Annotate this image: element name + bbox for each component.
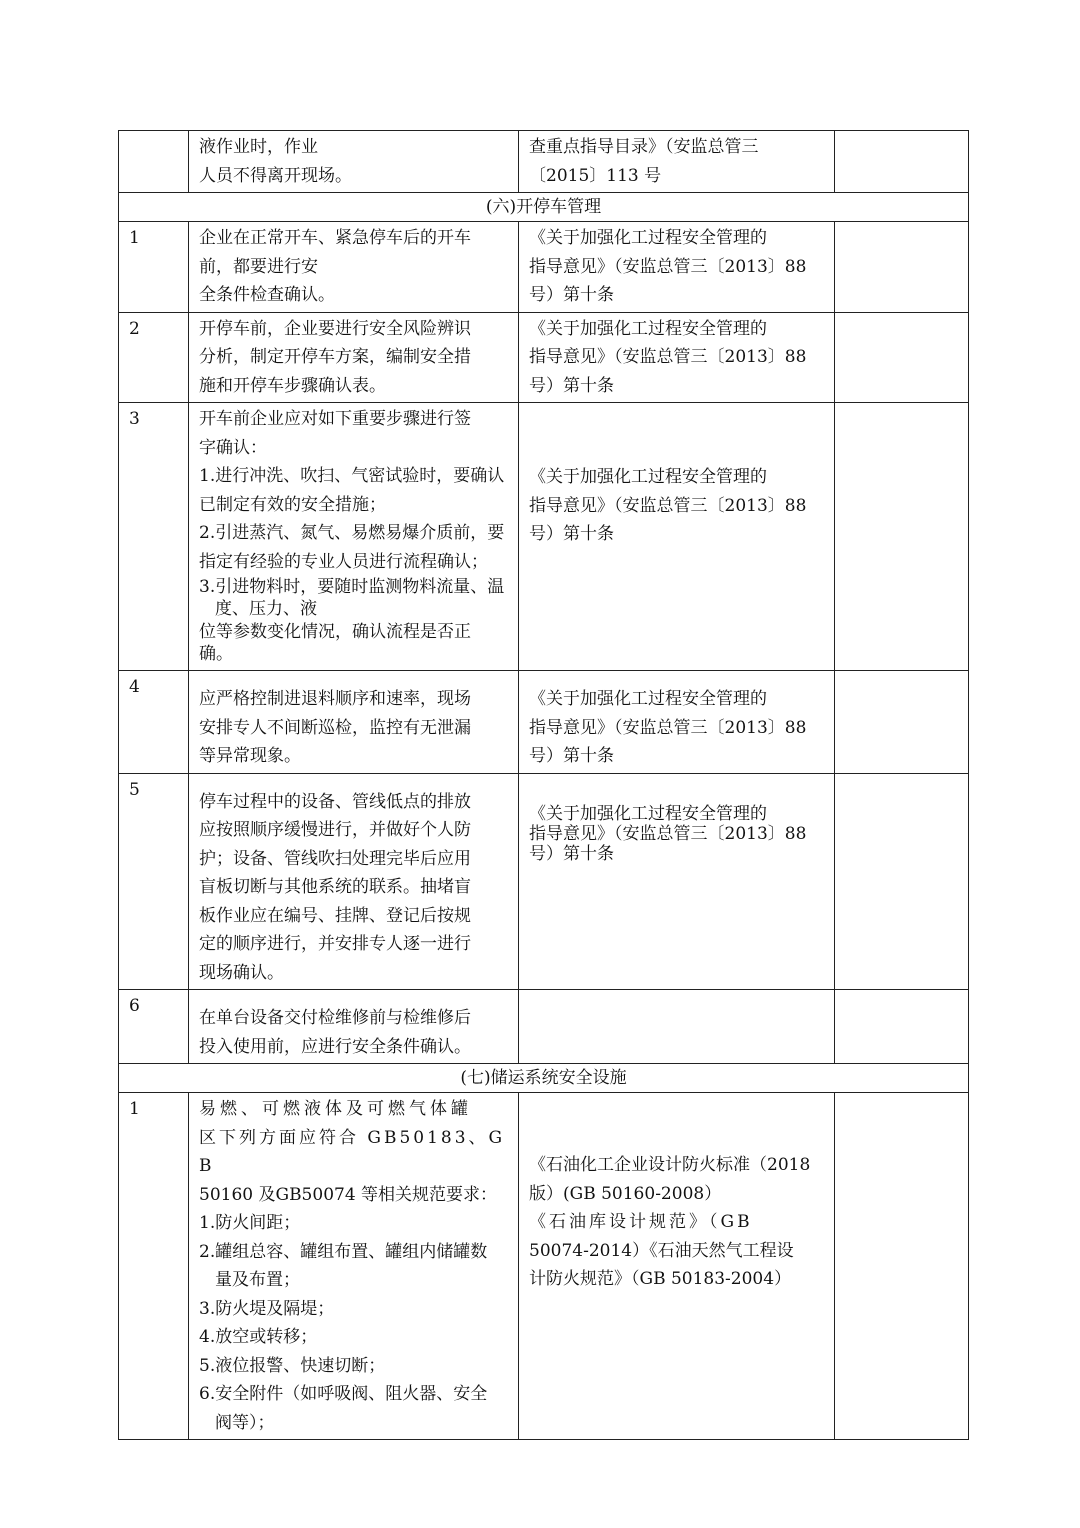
basis-line: 指导意见》（安监总管三〔2013〕88 <box>529 256 807 277</box>
content-line: 施和开停车步骤确认表。 <box>199 375 386 396</box>
table-row <box>119 1093 969 1440</box>
basis-cell <box>519 773 835 990</box>
content-line: 开车前企业应对如下重要步骤进行签 <box>199 409 471 429</box>
requirement-cell <box>189 131 519 193</box>
section-title: (六)开停车管理 <box>119 193 969 222</box>
basis-line: 指导意见》（安监总管三〔2013〕88 <box>529 495 807 516</box>
table-row <box>119 773 969 990</box>
table-row <box>119 131 969 193</box>
content-line: 护；设备、管线吹扫处理完毕后应用 <box>199 848 471 869</box>
item-number: 3 <box>119 403 189 671</box>
basis-cell <box>519 671 835 774</box>
content-line: 3.引进物料时，要随时监测物料流量、温 <box>199 577 505 597</box>
content-line: 企业在正常开车、紧急停车后的开车 <box>199 228 471 248</box>
remarks-cell <box>835 671 969 774</box>
basis-line: 号）第十条 <box>529 285 614 305</box>
remarks-cell <box>835 1093 969 1440</box>
basis-line: 号）第十条 <box>529 375 614 396</box>
content-line: 字确认： <box>199 437 267 458</box>
content-line: 量及布置； <box>215 1270 300 1290</box>
content-line: 位等参数变化情况，确认流程是否正 <box>199 622 471 642</box>
basis-line: 〔2015〕113 号 <box>529 165 662 186</box>
requirement-cell <box>189 403 519 671</box>
content-line: 开停车前，企业要进行安全风险辨识 <box>199 318 471 339</box>
content-line: 指定有经验的专业人员进行流程确认； <box>199 551 488 572</box>
requirement-cell <box>189 222 519 313</box>
content-line: 分析，制定开停车方案，编制安全措 <box>199 347 471 367</box>
content-line: 已制定有效的安全措施； <box>199 494 386 515</box>
basis-line: 指导意见》（安监总管三〔2013〕88 <box>529 347 807 367</box>
content-line: 2.引进蒸汽、氮气、易燃易爆介质前，要 <box>199 523 505 543</box>
basis-cell <box>519 222 835 313</box>
basis-line: 《石油化工企业设计防火标准（2018 <box>529 1155 811 1175</box>
basis-cell <box>519 312 835 403</box>
content-line: 液作业时，作业 <box>199 137 318 157</box>
basis-line: 《关于加强化工过程安全管理的 <box>529 228 767 248</box>
content-line: 度、压力、液 <box>215 599 317 619</box>
requirement-cell <box>189 312 519 403</box>
requirement-cell <box>189 1093 519 1440</box>
basis-line: 《关于加强化工过程安全管理的 <box>529 318 767 339</box>
content-line: 易燃、可燃液体及可燃气体罐 <box>199 1099 472 1119</box>
item-number: 1 <box>119 222 189 313</box>
content-line: 4.放空或转移； <box>199 1327 318 1347</box>
content-line: 5.液位报警、快速切断； <box>199 1355 386 1376</box>
item-number: 4 <box>119 671 189 774</box>
content-line: 等异常现象。 <box>199 746 301 766</box>
content-line: 区下列方面应符合 GB50183、GB <box>199 1127 506 1176</box>
section-row <box>119 1064 969 1093</box>
table-row <box>119 403 969 671</box>
basis-line: 《关于加强化工过程安全管理的 <box>529 803 767 824</box>
basis-line: 《关于加强化工过程安全管理的 <box>529 467 767 487</box>
remarks-cell <box>835 312 969 403</box>
remarks-cell <box>835 131 969 193</box>
content-line: 投入使用前，应进行安全条件确认。 <box>199 1036 471 1057</box>
content-line: 阀等）； <box>215 1412 275 1433</box>
basis-line: 号）第十条 <box>529 524 614 544</box>
remarks-cell <box>835 990 969 1064</box>
content-line: 1.进行冲洗、吹扫、气密试验时，要确认 <box>199 466 505 486</box>
content-line: 应按照顺序缓慢进行，并做好个人防 <box>199 820 471 840</box>
item-number: 6 <box>119 990 189 1064</box>
section-row <box>119 193 969 222</box>
basis-cell <box>519 131 835 193</box>
content-line: 现场确认。 <box>199 962 284 983</box>
content-line: 2.罐组总容、罐组布置、罐组内储罐数 <box>199 1241 488 1262</box>
content-line: 全条件检查确认。 <box>199 285 335 305</box>
content-line: 安排专人不间断巡检，监控有无泄漏 <box>199 717 471 738</box>
content-line: 应严格控制进退料顺序和速率，现场 <box>199 689 471 709</box>
basis-cell <box>519 990 835 1064</box>
checklist-table <box>118 130 969 1440</box>
remarks-cell <box>835 773 969 990</box>
basis-line: 计防火规范》（GB 50183-2004） <box>529 1269 792 1289</box>
content-line: 板作业应在编号、挂牌、登记后按规 <box>199 905 471 926</box>
content-line: 盲板切断与其他系统的联系。抽堵盲 <box>199 877 471 897</box>
item-number: 1 <box>119 1093 189 1440</box>
basis-line: 版）(GB 50160-2008） <box>529 1183 722 1204</box>
remarks-cell <box>835 403 969 671</box>
table-row <box>119 671 969 774</box>
requirement-cell <box>189 990 519 1064</box>
basis-line: 《石油库设计规范》（GB <box>529 1212 753 1232</box>
content-line: 前，都要进行安 <box>199 256 318 277</box>
content-line: 1.防火间距； <box>199 1213 301 1233</box>
basis-cell <box>519 1093 835 1440</box>
basis-cell <box>519 403 835 671</box>
basis-line: 查重点指导目录》（安监总管三 <box>529 137 759 157</box>
basis-line: 指导意见》（安监总管三〔2013〕88 <box>529 717 807 738</box>
content-line: 定的顺序进行，并安排专人逐一进行 <box>199 934 471 954</box>
table-row <box>119 312 969 403</box>
table-row <box>119 222 969 313</box>
item-number <box>119 131 189 193</box>
section-title: (七)储运系统安全设施 <box>119 1064 969 1093</box>
content-line: 停车过程中的设备、管线低点的排放 <box>199 791 471 812</box>
content-line: 6.安全附件（如呼吸阀、阻火器、安全 <box>199 1384 488 1404</box>
content-line: 3.防火堤及隔堤； <box>199 1298 335 1319</box>
item-number: 2 <box>119 312 189 403</box>
requirement-cell <box>189 773 519 990</box>
basis-line: 号）第十条 <box>529 746 614 766</box>
item-number: 5 <box>119 773 189 990</box>
basis-line: 《关于加强化工过程安全管理的 <box>529 689 767 709</box>
basis-line: 指导意见》（安监总管三〔2013〕88 <box>529 823 807 844</box>
content-line: 50160 及GB50074 等相关规范要求： <box>199 1184 498 1205</box>
remarks-cell <box>835 222 969 313</box>
content-line: 在单台设备交付检维修前与检维修后 <box>199 1008 471 1028</box>
basis-line: 号）第十条 <box>529 843 614 864</box>
content-line: 人员不得离开现场。 <box>199 165 352 186</box>
table-row <box>119 990 969 1064</box>
content-line: 确。 <box>199 644 233 664</box>
requirement-cell <box>189 671 519 774</box>
basis-line: 50074-2014）《石油天然气工程设 <box>529 1240 794 1261</box>
